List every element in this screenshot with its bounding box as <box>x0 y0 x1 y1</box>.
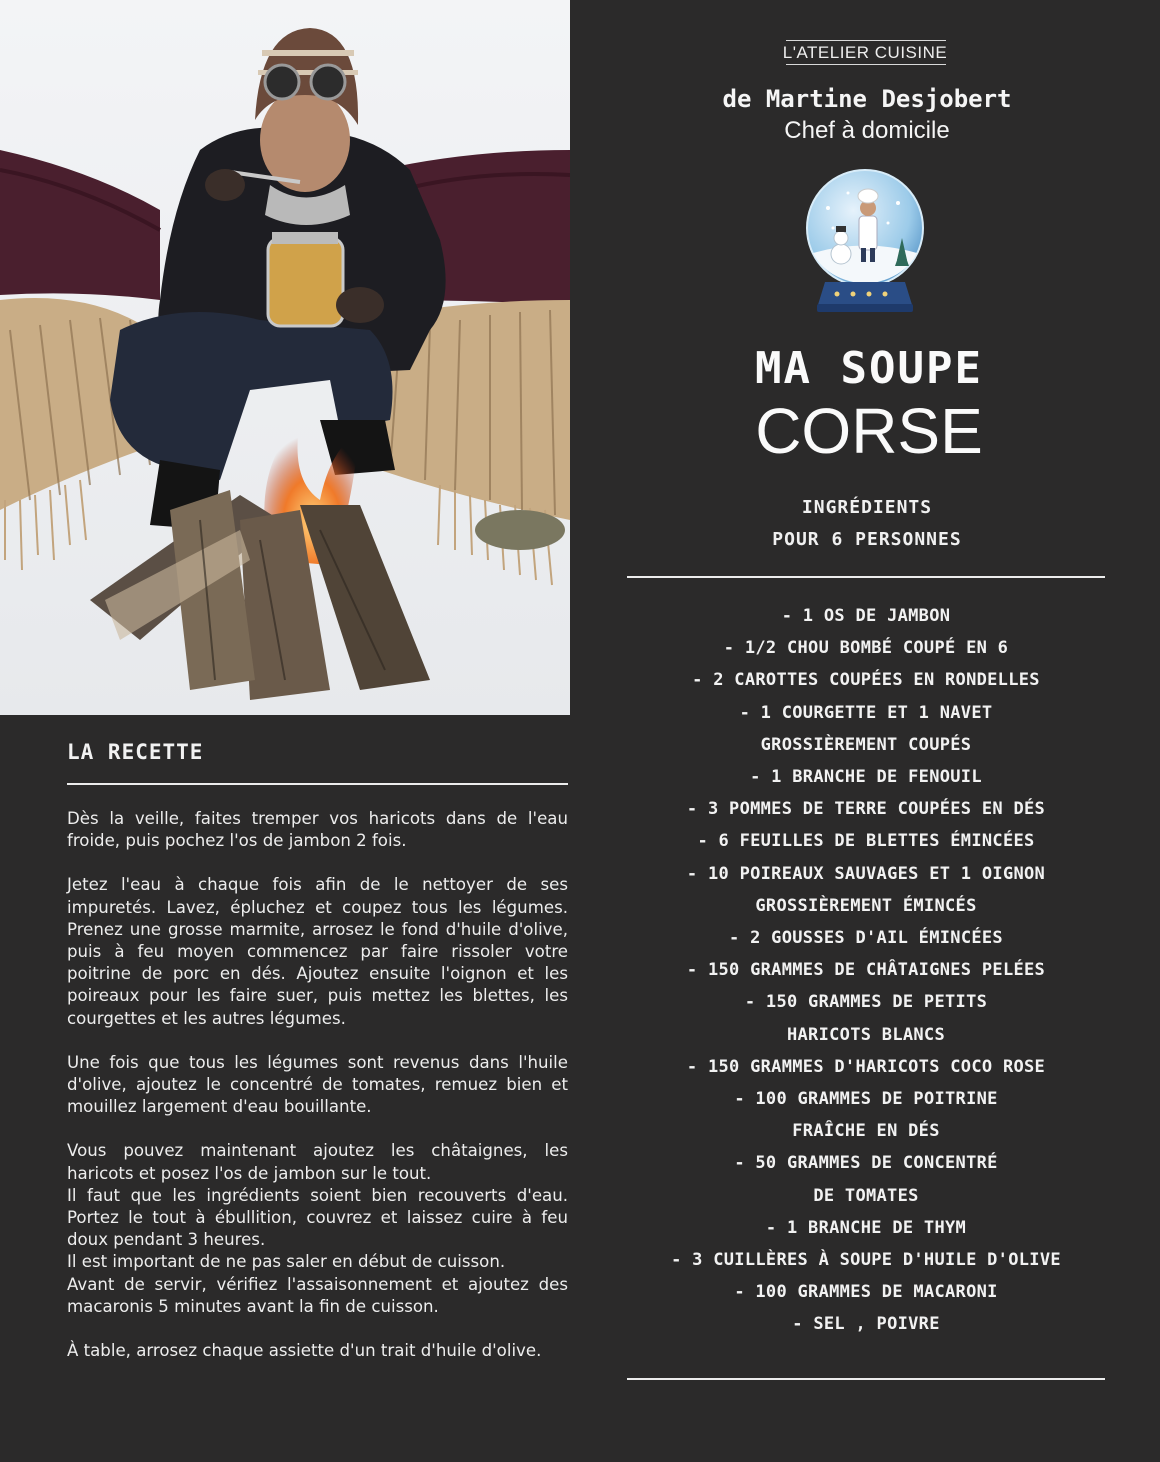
author-role: Chef à domicile <box>784 117 950 144</box>
recipe-title-main: MA SOUPE <box>755 343 983 394</box>
recipe-heading: LA RECETTE <box>67 740 204 764</box>
ingredients-heading-line1: INGRÉDIENTS <box>801 497 933 518</box>
recipe-paragraph: Il faut que les ingrédients soient bien recouverts d'eau. Portez le tout à ébullition, couvrez et laissez cuire à feu doux pendant 3 heures. <box>67 1185 568 1250</box>
ingredient-item: - 3 POMMES DE TERRE COUPÉES EN DÉS <box>686 799 1046 820</box>
ingredient-item: - 150 GRAMMES DE CHÂTAIGNES PELÉES <box>686 960 1046 981</box>
recipe-paragraph: Dès la veille, faites tremper vos haricots dans de l'eau froide, puis pochez l'os de jambon 2 fois. <box>67 809 568 851</box>
ingredient-item: - 6 FEUILLES DE BLETTES ÉMINCÉES <box>697 831 1035 852</box>
ingredient-item: - 3 CUILLÈRES À SOUPE D'HUILE D'OLIVE <box>671 1250 1061 1271</box>
ingredient-item: - 150 GRAMMES D'HARICOTS COCO ROSE <box>686 1056 1046 1077</box>
ingredient-item: - 1 BRANCHE DE THYM <box>765 1217 967 1238</box>
ingredient-item: DE TOMATES <box>813 1185 919 1206</box>
ingredient-item: - 150 GRAMMES DE PETITS <box>744 992 988 1013</box>
recipe-paragraph: À table, arrosez chaque assiette d'un trait d'huile d'olive. <box>67 1341 542 1361</box>
ingredient-item: HARICOTS BLANCS <box>786 1024 946 1045</box>
recipe-body <box>67 808 568 1384</box>
recipe-paragraph: Une fois que tous les légumes sont revenus dans l'huile d'olive, ajoutez le concentré de tomates, remuez bien et mouillez largement d'eau bouillante. <box>67 1052 568 1117</box>
ingredient-item: GROSSIÈREMENT COUPÉS <box>760 734 972 755</box>
ingredients-divider-top <box>627 576 1105 578</box>
ingredient-item: - 1 COURGETTE ET 1 NAVET <box>739 702 993 723</box>
recipe-title-sub: CORSE <box>755 395 983 467</box>
recipe-paragraph: Il est important de ne pas saler en début de cuisson. <box>67 1252 506 1272</box>
ingredient-item: - 100 GRAMMES DE POITRINE <box>734 1089 998 1110</box>
recipe-paragraph: Jetez l'eau à chaque fois afin de le nettoyer de ses impuretés. Lavez, épluchez et coupez tous les légumes. Prenez une grosse marmite, arrosez le fond d'huile d'olive, puis à feu moyen commencez par faire rissoler votre poitrine de porc en dés. Ajoutez ensuite l'oignon et les poireaux pour les faire suer, puis mettez les blettes, les courgettes et les autres légumes. <box>67 875 568 1028</box>
ingredient-item: - 100 GRAMMES DE MACARONI <box>734 1282 998 1303</box>
ingredient-item: - SEL , POIVRE <box>792 1314 940 1335</box>
ingredients-heading-line2: POUR 6 PERSONNES <box>772 529 962 550</box>
ingredient-item: - 10 POIREAUX SAUVAGES ET 1 OIGNON <box>686 863 1046 884</box>
ingredient-item: GROSSIÈREMENT ÉMINCÉS <box>755 895 977 916</box>
ingredient-item: - 50 GRAMMES DE CONCENTRÉ <box>734 1153 998 1174</box>
recipe-divider <box>67 783 568 785</box>
ingredient-item: FRAÎCHE EN DÉS <box>792 1121 940 1142</box>
ingredient-item: - 2 GOUSSES D'AIL ÉMINCÉES <box>729 928 1003 949</box>
snow-globe-icon <box>803 168 927 316</box>
ingredients-divider-bottom <box>627 1378 1105 1380</box>
brand-rule-top <box>786 40 946 41</box>
brand-name: L'ATELIER CUISINE <box>782 43 948 62</box>
ingredients-list <box>622 600 1110 1341</box>
ingredient-item: - 1 BRANCHE DE FENOUIL <box>750 767 982 788</box>
ingredient-item: - 1/2 CHOU BOMBÉ COUPÉ EN 6 <box>723 638 1009 659</box>
ingredients-heading <box>640 492 1094 556</box>
brand-rule-bottom <box>786 64 946 65</box>
ingredient-item: - 2 CAROTTES COUPÉES EN RONDELLES <box>692 670 1040 691</box>
hero-photo <box>0 0 570 715</box>
recipe-paragraph: Avant de servir, vérifiez l'assaisonnement et ajoutez des macaronis 5 minutes avant la fin de cuisson. <box>67 1274 568 1316</box>
recipe-paragraph: Vous pouvez maintenant ajoutez les châtaignes, les haricots et posez l'os de jambon sur le tout. <box>67 1141 568 1183</box>
ingredient-item: - 1 OS DE JAMBON <box>781 606 951 626</box>
author-name: de Martine Desjobert <box>722 85 1012 113</box>
